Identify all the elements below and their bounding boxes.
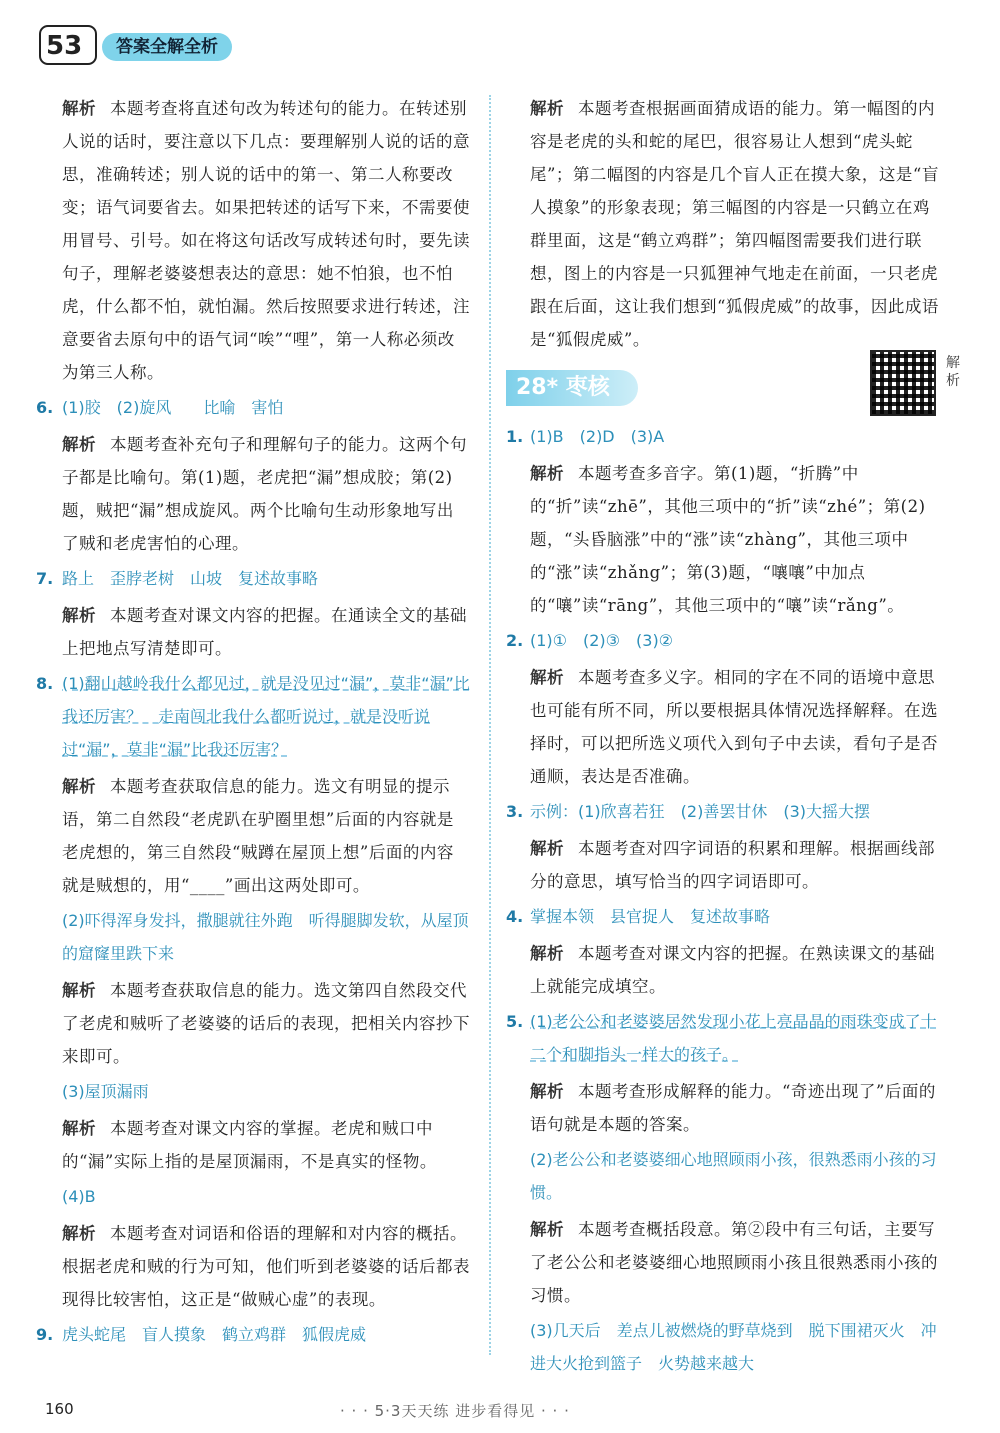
question-number: 4. [506,907,524,926]
answer-item [506,1005,940,1071]
analysis-paragraph [62,92,470,389]
analysis-tag: 解析 [62,606,96,625]
answer-item [506,420,940,453]
answer-item [506,795,940,828]
qr-code-icon[interactable] [870,350,936,416]
answer-text: (1)翻山越岭我什么都见过，就是没见过“漏”，莫非“漏”比我还厉害？ 走南闯北我什么都听说过，就是没听说过“漏”，莫非“漏”比我还厉害？ [62,674,470,759]
answer-text: 路上 歪脖老树 山坡 复述故事略 [62,569,319,588]
analysis-text: 本题考查将直述句改为转述句的能力。在转述别人说的话时，要注意以下几点：要理解别人说的话的意思，准确转述；别人说的话中的第一、第二人称要改变；语气词要省去。如果把转述的话写下来，不需要使用冒号、引号。如在将这句话改写成转述句时，要先读句子，理解老婆婆想表达的意思：她不怕狼，也不怕虎，什么都不怕，就怕漏。然后按照要求进行转述，注意要省去原句中的语气词“唉”“哩”，第一人称必须改为第三人称。 [62,99,470,382]
answer-text: 示例：(1)欣喜若狂 (2)善罢甘休 (3)大摇大摆 [530,802,870,821]
question-number: 7. [36,569,54,588]
question-number: 5. [506,1012,524,1031]
qr-label: 解析 [946,355,960,389]
answer-text: (1)老公公和老婆婆居然发现小花上亮晶晶的雨珠变成了十二个和脚指头一样大的孩子。 [530,1012,937,1064]
analysis-paragraph [530,937,940,1003]
answer-text: (2)吓得浑身发抖，撒腿就往外跑 听得腿脚发软，从屋顶的窟窿里跌下来 [62,911,469,963]
answer-text: (3)几天后 差点儿被燃烧的野草烧到 脱下围裙灭火 冲进大火抢到篮子 火势越来越大 [530,1321,937,1373]
analysis-paragraph [62,599,470,665]
analysis-text: 本题考查根据画面猜成语的能力。第一幅图的内容是老虎的头和蛇的尾巴，很容易让人想到“虎头蛇尾”；第二幅图的内容是几个盲人正在摸大象，这是“盲人摸象”的形象表现；第三幅图的内容是一只鹤立在鸡群里面，这是“鹤立鸡群”；第四幅图需要我们进行联想，图上的内容是一只狐狸神气地走在前面，一只老虎跟在后面，这让我们想到“狐假虎威”的故事，因此成语是“狐假虎威”。 [530,99,939,349]
analysis-paragraph [62,1217,470,1316]
analysis-text: 本题考查概括段意。第②段中有三句话，主要写了老公公和老婆婆细心地照顾雨小孩且很熟悉雨小孩的习惯。 [530,1220,938,1305]
section-header [506,355,960,410]
question-number: 6. [36,398,54,417]
question-number: 2. [506,631,524,650]
section-title: 28* 枣核 [506,370,638,406]
answer-text: (2)老公公和老婆婆细心地照顾雨小孩，很熟悉雨小孩的习惯。 [530,1150,937,1202]
analysis-tag: 解析 [62,1224,96,1243]
analysis-paragraph [530,92,940,356]
analysis-text: 本题考查多义字。相同的字在不同的语境中意思也可能有所不同，所以要根据具体情况选择解释。在选择时，可以把所选义项代入到句子中去读，看句子是否通顺，表达是否准确。 [530,668,938,786]
analysis-text: 本题考查对课文内容的把握。在熟读课文的基础上就能完成填空。 [530,944,935,996]
analysis-text: 本题考查获取信息的能力。选文有明显的提示语，第二自然段“老虎趴在驴圈里想”后面的内容就是老虎想的，第三自然段“贼蹲在屋顶上想”后面的内容就是贼想的，用“____”画出这两处即可。 [62,777,454,895]
left-column [36,92,470,1355]
analysis-text: 本题考查对词语和俗语的理解和对内容的概括。根据老虎和贼的行为可知，他们听到老婆婆的话后都表现得比较害怕，这正是“做贼心虚”的表现。 [62,1224,470,1309]
analysis-paragraph [62,428,470,560]
analysis-tag: 解析 [530,99,564,118]
answer-text: (4)B [62,1187,96,1206]
page-number: 160 [45,1400,74,1418]
answer-text: (1)① (2)③ (3)② [530,631,674,650]
question-number: 8. [36,674,54,693]
analysis-tag: 解析 [530,1220,564,1239]
analysis-tag: 解析 [530,1082,564,1101]
answer-item [506,624,940,657]
answer-item [530,1143,940,1209]
answer-item [530,1314,940,1380]
analysis-tag: 解析 [530,944,564,963]
analysis-paragraph [530,1075,940,1141]
analysis-tag: 解析 [530,839,564,858]
analysis-tag: 解析 [62,777,96,796]
column-divider [489,95,491,1355]
brand-logo [38,22,100,68]
analysis-text: 本题考查获取信息的能力。选文第四自然段交代了老虎和贼听了老婆婆的话后的表现，把相关内容抄下来即可。 [62,981,470,1066]
question-number: 9. [36,1325,54,1344]
answer-text: 虎头蛇尾 盲人摸象 鹤立鸡群 狐假虎威 [62,1325,367,1344]
answer-text: (1)胶 (2)旋风 比喻 害怕 [62,398,284,417]
analysis-tag: 解析 [62,1119,96,1138]
analysis-text: 本题考查多音字。第(1)题，“折腾”中的“折”读“zhē”，其他三项中的“折”读“zhé”；第(2)题，“头昏脑涨”中的“涨”读“zhàng”，其他三项中的“涨”读“zhǎng”；第(3)题，“嚷嚷”中加点的“嚷”读“rāng”，其他三项中的“嚷”读“rǎng”。 [530,464,926,615]
question-number: 1. [506,427,524,446]
analysis-paragraph [530,457,940,622]
analysis-tag: 解析 [62,435,96,454]
right-column [506,92,960,1384]
analysis-paragraph [530,661,940,793]
answer-text: 掌握本领 县官捉人 复述故事略 [530,907,771,926]
answer-item [36,1318,470,1351]
answer-item [62,904,470,970]
answer-item [36,667,470,766]
analysis-paragraph [530,832,940,898]
footer-slogan: · · · 5·3天天练 进步看得见 · · · [340,1402,570,1420]
analysis-tag: 解析 [62,981,96,1000]
analysis-paragraph [62,770,470,902]
answer-text: (3)屋顶漏雨 [62,1082,149,1101]
analysis-text: 本题考查对课文内容的掌握。老虎和贼口中的“漏”实际上指的是屋顶漏雨，不是真实的怪物。 [62,1119,437,1171]
logo-text: 53 [46,31,83,61]
answer-item [62,1180,470,1213]
analysis-text: 本题考查形成解释的能力。“奇迹出现了”后面的语句就是本题的答案。 [530,1082,936,1134]
analysis-paragraph [530,1213,940,1312]
analysis-text: 本题考查补充句子和理解句子的能力。这两个句子都是比喻句。第(1)题，老虎把“漏”想成胶；第(2)题，贼把“漏”想成旋风。两个比喻句生动形象地写出了贼和老虎害怕的心理。 [62,435,467,553]
answer-item [62,1075,470,1108]
analysis-tag: 解析 [530,668,564,687]
analysis-text: 本题考查对四字词语的积累和理解。根据画线部分的意思，填写恰当的四字词语即可。 [530,839,935,891]
analysis-paragraph [62,1112,470,1178]
header-title: 答案全解全析 [102,33,232,61]
analysis-tag: 解析 [530,464,564,483]
analysis-tag: 解析 [62,99,96,118]
answer-item [36,391,470,424]
analysis-text: 本题考查对课文内容的把握。在通读全文的基础上把地点写清楚即可。 [62,606,467,658]
answer-item [36,562,470,595]
question-number: 3. [506,802,524,821]
answer-item [506,900,940,933]
analysis-paragraph [62,974,470,1073]
answer-text: (1)B (2)D (3)A [530,427,665,446]
